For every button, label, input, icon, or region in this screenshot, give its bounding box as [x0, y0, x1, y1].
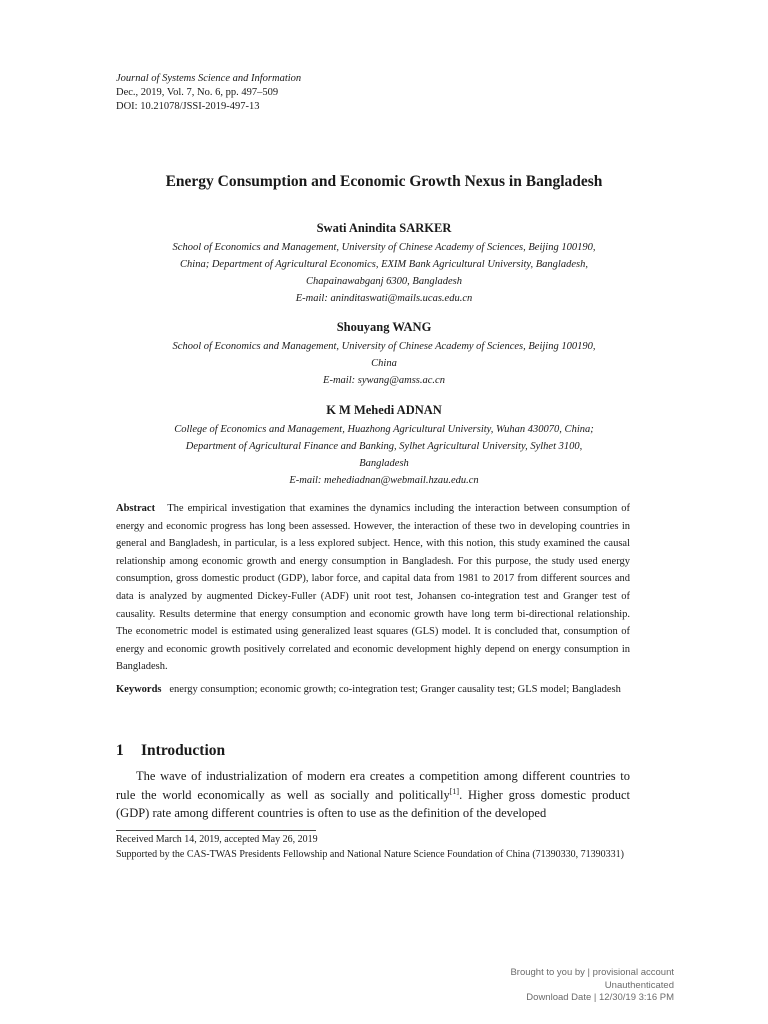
author-affiliation-line: Bangladesh — [359, 458, 409, 469]
watermark-line: Unauthenticated — [604, 979, 674, 991]
author-affiliation-line: Chapainawabganj 6300, Bangladesh — [305, 276, 463, 287]
author-email: E-mail: aninditaswati@mails.ucas.edu.cn — [295, 293, 473, 304]
footnote-received: Received March 14, 2019, accepted May 26, 2019 — [116, 834, 318, 845]
intro-text-part-1: The wave of industrialization of modern era creates a competition among different countries to rule the world economically as well as socially and politically — [116, 769, 630, 802]
author-affiliation-line: Department of Agricultural Finance and Banking, Sylhet Agricultural University, Sylhet 3100, — [185, 441, 583, 452]
section-heading — [116, 742, 225, 760]
author-name: K M Mehedi ADNAN — [326, 403, 442, 417]
citation-ref[interactable]: [1] — [449, 786, 460, 796]
journal-header — [116, 72, 301, 114]
section-title: Introduction — [141, 742, 226, 759]
author-name: Swati Anindita SARKER — [316, 221, 452, 235]
author-affiliation-line: China; Department of Agricultural Economics, EXIM Bank Agricultural University, Bangladesh, — [180, 259, 588, 270]
journal-issue: Dec., 2019, Vol. 7, No. 6, pp. 497–509 — [116, 87, 279, 98]
author-block-1 — [96, 219, 672, 307]
journal-name: Journal of Systems Science and Information — [116, 73, 302, 84]
author-email: E-mail: sywang@amss.ac.cn — [323, 375, 445, 386]
download-watermark — [414, 967, 674, 1005]
watermark-line: Brought to you by | provisional account — [510, 967, 674, 978]
footnote-block — [116, 832, 630, 862]
author-email: E-mail: mehediadnan@webmail.hzau.edu.cn — [289, 475, 479, 486]
watermark-line: Download Date | 12/30/19 3:16 PM — [526, 992, 674, 1003]
journal-doi: DOI: 10.21078/JSSI-2019-497-13 — [116, 101, 260, 112]
footnote-rule — [116, 830, 316, 831]
intro-text-part-2: . Higher gross domestic product (GDP) rate among different countries is often to use as the definition of the developed — [116, 787, 630, 821]
abstract-text: The empirical investigation that examines the dynamics including the interaction between consumption of energy and economic progress has long been assessed. However, the interaction of these two in developing countries in general and Bangladesh, in particular, is a less explored subject. Hence, with this notion, this study examined the causal relationship among economic growth and energy consumption in Bangladesh. For this purpose, the study used energy consumption, gross domestic product (GDP), labor force, and capital data from 1981 to 2017 from different sources and data is analyzed by augmented Dickey-Fuller (ADF) unit root test, Johansen co-integration test and Granger test of causality. Results determine that energy consumption and economic growth have long term bi-directional relationship. The econometric model is estimated using generalized least squares (GLS) model. It is concluded that, consumption of energy and economic growth positively correlated and economic development highly depend on energy consumption in Bangladesh. — [116, 503, 631, 673]
author-affiliation-line: China — [371, 358, 397, 369]
keywords-text: energy consumption; economic growth; co-integration test; Granger causality test; GLS model; Bangladesh — [169, 683, 621, 695]
author-name: Shouyang WANG — [336, 320, 432, 334]
abstract-block — [116, 500, 630, 699]
author-affiliation-line: School of Economics and Management, University of Chinese Academy of Sciences, Beijing 100190, — [172, 242, 596, 253]
author-affiliation-line: College of Economics and Management, Huazhong Agricultural University, Wuhan 430070, China; — [174, 424, 594, 435]
section-number: 1 — [116, 742, 124, 759]
author-block-3 — [96, 401, 672, 489]
author-affiliation-line: School of Economics and Management, University of Chinese Academy of Sciences, Beijing 100190, — [172, 341, 596, 352]
footnote-support: Supported by the CAS-TWAS Presidents Fellowship and National Nature Science Foundation of China (71390330, 71390331) — [116, 849, 624, 860]
paper-title: Energy Consumption and Economic Growth Nexus in Bangladesh — [165, 173, 603, 190]
keywords-label: Keywords — [116, 683, 162, 695]
introduction-text — [116, 767, 630, 823]
abstract-label: Abstract — [116, 503, 156, 514]
author-block-2 — [96, 318, 672, 389]
